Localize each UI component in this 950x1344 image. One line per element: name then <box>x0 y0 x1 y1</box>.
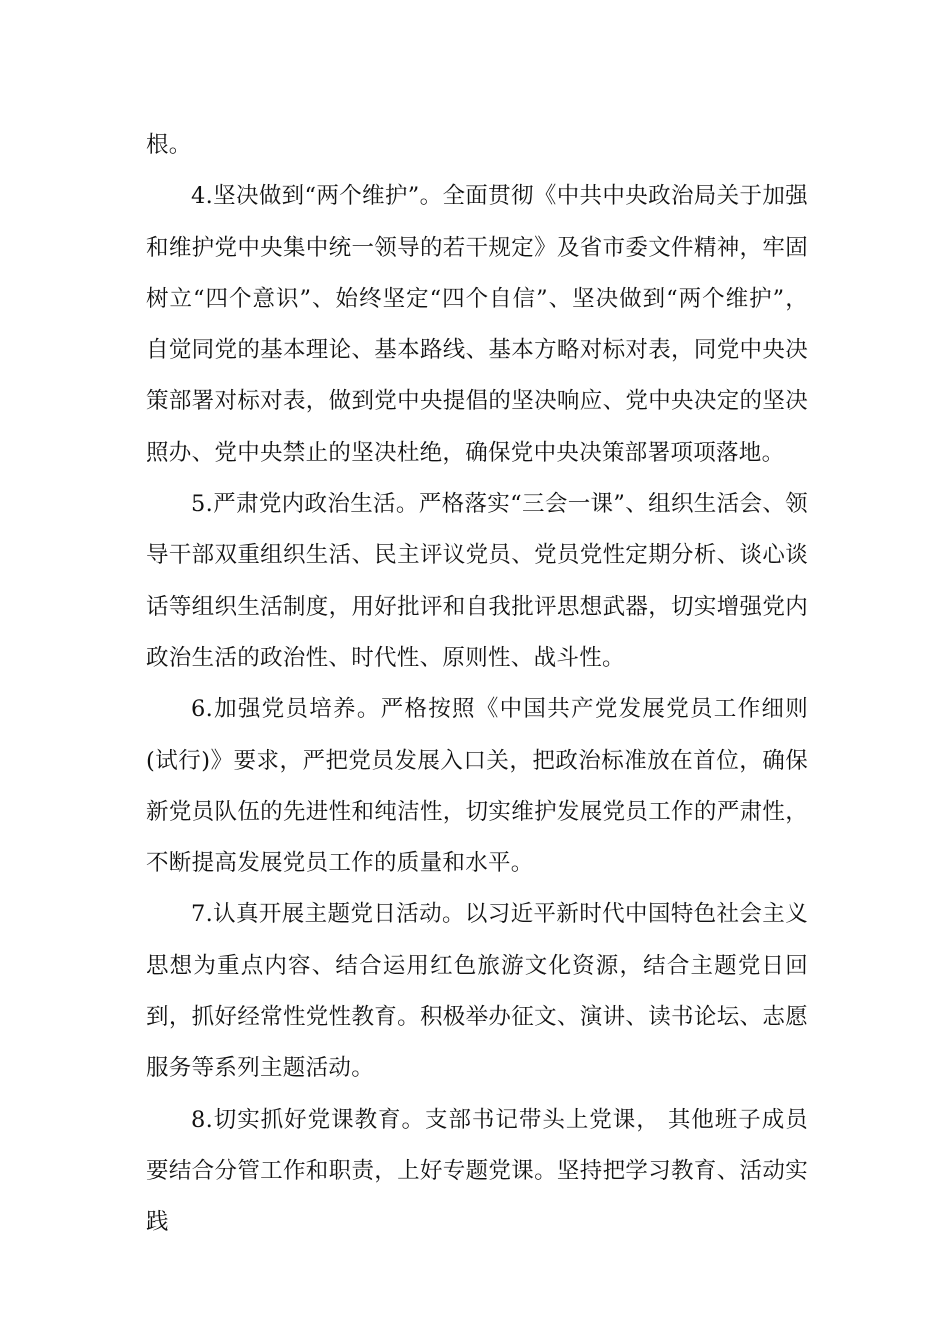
paragraph-item-5: 5.严肃党内政治生活。严格落实“三会一课”、组织生活会、领导干部双重组织生活、民主评议党员、党员党性定期分析、谈心谈话等组织生活制度，用好批评和自我批评思想武器，切实增强党内政治生活的政治性、时代性、原则性、战斗性。 <box>146 491 808 671</box>
paragraph-item-6: 6.加强党员培养。严格按照《中国共产党发展党员工作细则(试行)》要求，严把党员发展入口关，把政治标准放在首位，确保新党员队伍的先进性和纯洁性，切实维护发展党员工作的严肃性，不断提高发展党员工作的质量和水平。 <box>146 696 808 877</box>
paragraph-continuation: 根。 <box>146 132 192 158</box>
paragraph-item-8: 8.切实抓好党课教育。支部书记带头上党课， 其他班子成员要结合分管工作和职责，上好专题党课。坚持把学习教育、活动实践 <box>146 1106 808 1236</box>
paragraph-item-7: 7.认真开展主题党日活动。以习近平新时代中国特色社会主义思想为重点内容、结合运用红色旅游文化资源，结合主题党日回到，抓好经常性党性教育。积极举办征文、演讲、读书论坛、志愿服务等系列主题活动。 <box>146 901 808 1082</box>
paragraph-item-4: 4.坚决做到“两个维护”。全面贯彻《中共中央政治局关于加强和维护党中央集中统一领导的若干规定》及省市委文件精神，牢固树立“四个意识”、始终坚定“四个自信”、坚决做到“两个维护”，自觉同党的基本理论、基本路线、基本方略对标对表，同党中央决策部署对标对表，做到党中央提倡的坚决响应、党中央决定的坚决照办、党中央禁止的坚决杜绝，确保党中央决策部署项项落地。 <box>146 183 808 466</box>
document-body <box>146 120 808 1249</box>
